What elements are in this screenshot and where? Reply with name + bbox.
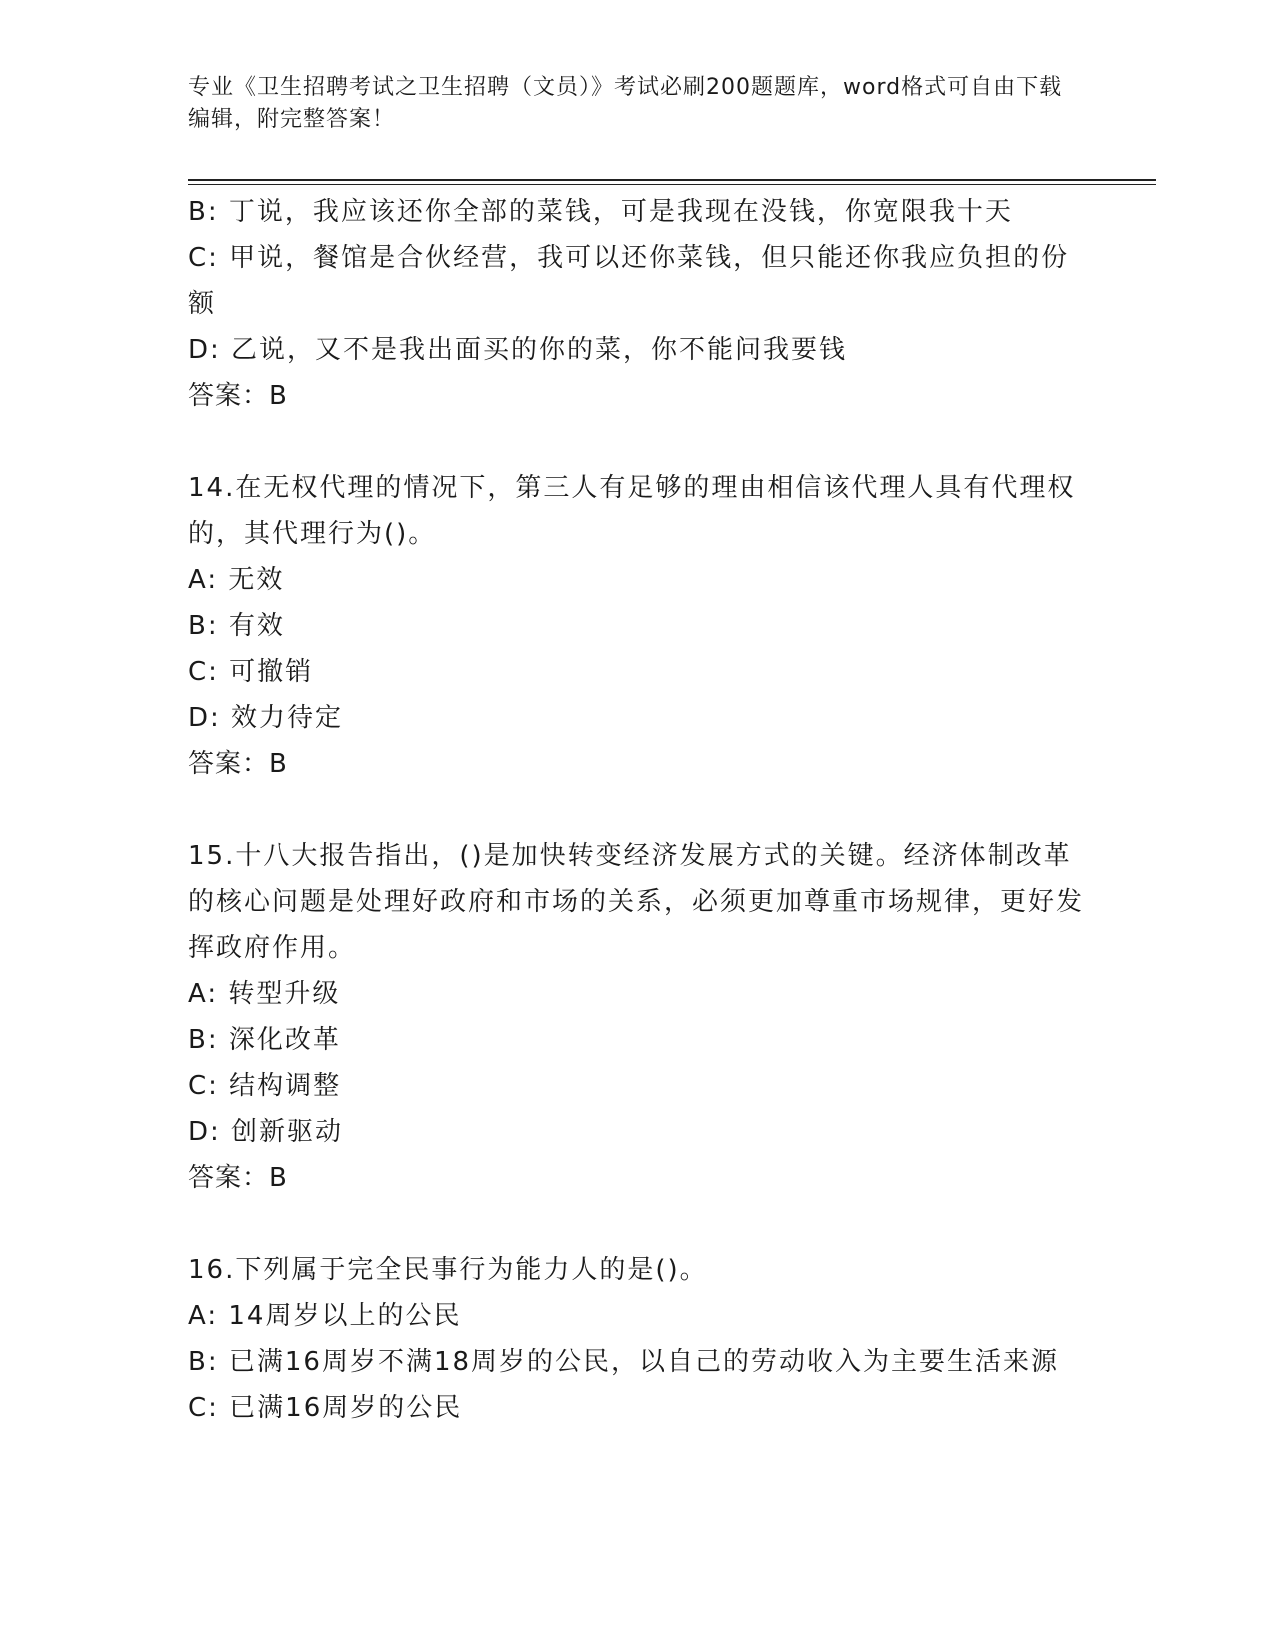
- option-b: B: 深化改革: [188, 1025, 341, 1055]
- answer: 答案：B: [188, 749, 288, 779]
- option-d: D: 创新驱动: [188, 1117, 344, 1147]
- answer: 答案：B: [188, 381, 288, 411]
- option-d: D: 效力待定: [188, 703, 344, 733]
- question-stem: 15.十八大报告指出，()是加快转变经济发展方式的关键。经济体制改革的核心问题是处理好政府和市场的关系，必须更加尊重市场规律，更好发挥政府作用。: [188, 841, 1085, 963]
- option-b: B: 有效: [188, 611, 285, 641]
- option-a: A: 转型升级: [188, 979, 341, 1009]
- question-14: [188, 465, 1088, 787]
- question-13-tail: [188, 189, 1088, 419]
- option-c: C: 结构调整: [188, 1071, 342, 1101]
- option-d: D: 乙说，又不是我出面买的你的菜，你不能问我要钱: [188, 335, 848, 365]
- option-a: A: 无效: [188, 565, 285, 595]
- question-stem: 14.在无权代理的情况下，第三人有足够的理由相信该代理人具有代理权的，其代理行为()。: [188, 473, 1076, 549]
- header-divider-thin: [188, 184, 1156, 185]
- option-c: C: 甲说，餐馆是合伙经营，我可以还你菜钱，但只能还你我应负担的份额: [188, 243, 1070, 319]
- option-c: C: 已满16周岁的公民: [188, 1393, 463, 1423]
- question-15: [188, 833, 1088, 1201]
- option-a: A: 14周岁以上的公民: [188, 1301, 462, 1331]
- document-header: 专业《卫生招聘考试之卫生招聘（文员）》考试必刷200题题库，word格式可自由下载编辑，附完整答案！: [188, 75, 1063, 132]
- option-b: B: 丁说，我应该还你全部的菜钱，可是我现在没钱，你宽限我十天: [188, 197, 1013, 227]
- answer: 答案：B: [188, 1163, 288, 1193]
- header-divider: [188, 179, 1156, 181]
- option-c: C: 可撤销: [188, 657, 314, 687]
- option-b: B: 已满16周岁不满18周岁的公民，以自己的劳动收入为主要生活来源: [188, 1347, 1060, 1377]
- question-16: [188, 1247, 1088, 1431]
- question-stem: 16.下列属于完全民事行为能力人的是()。: [188, 1255, 708, 1285]
- question-list: [188, 189, 1088, 1431]
